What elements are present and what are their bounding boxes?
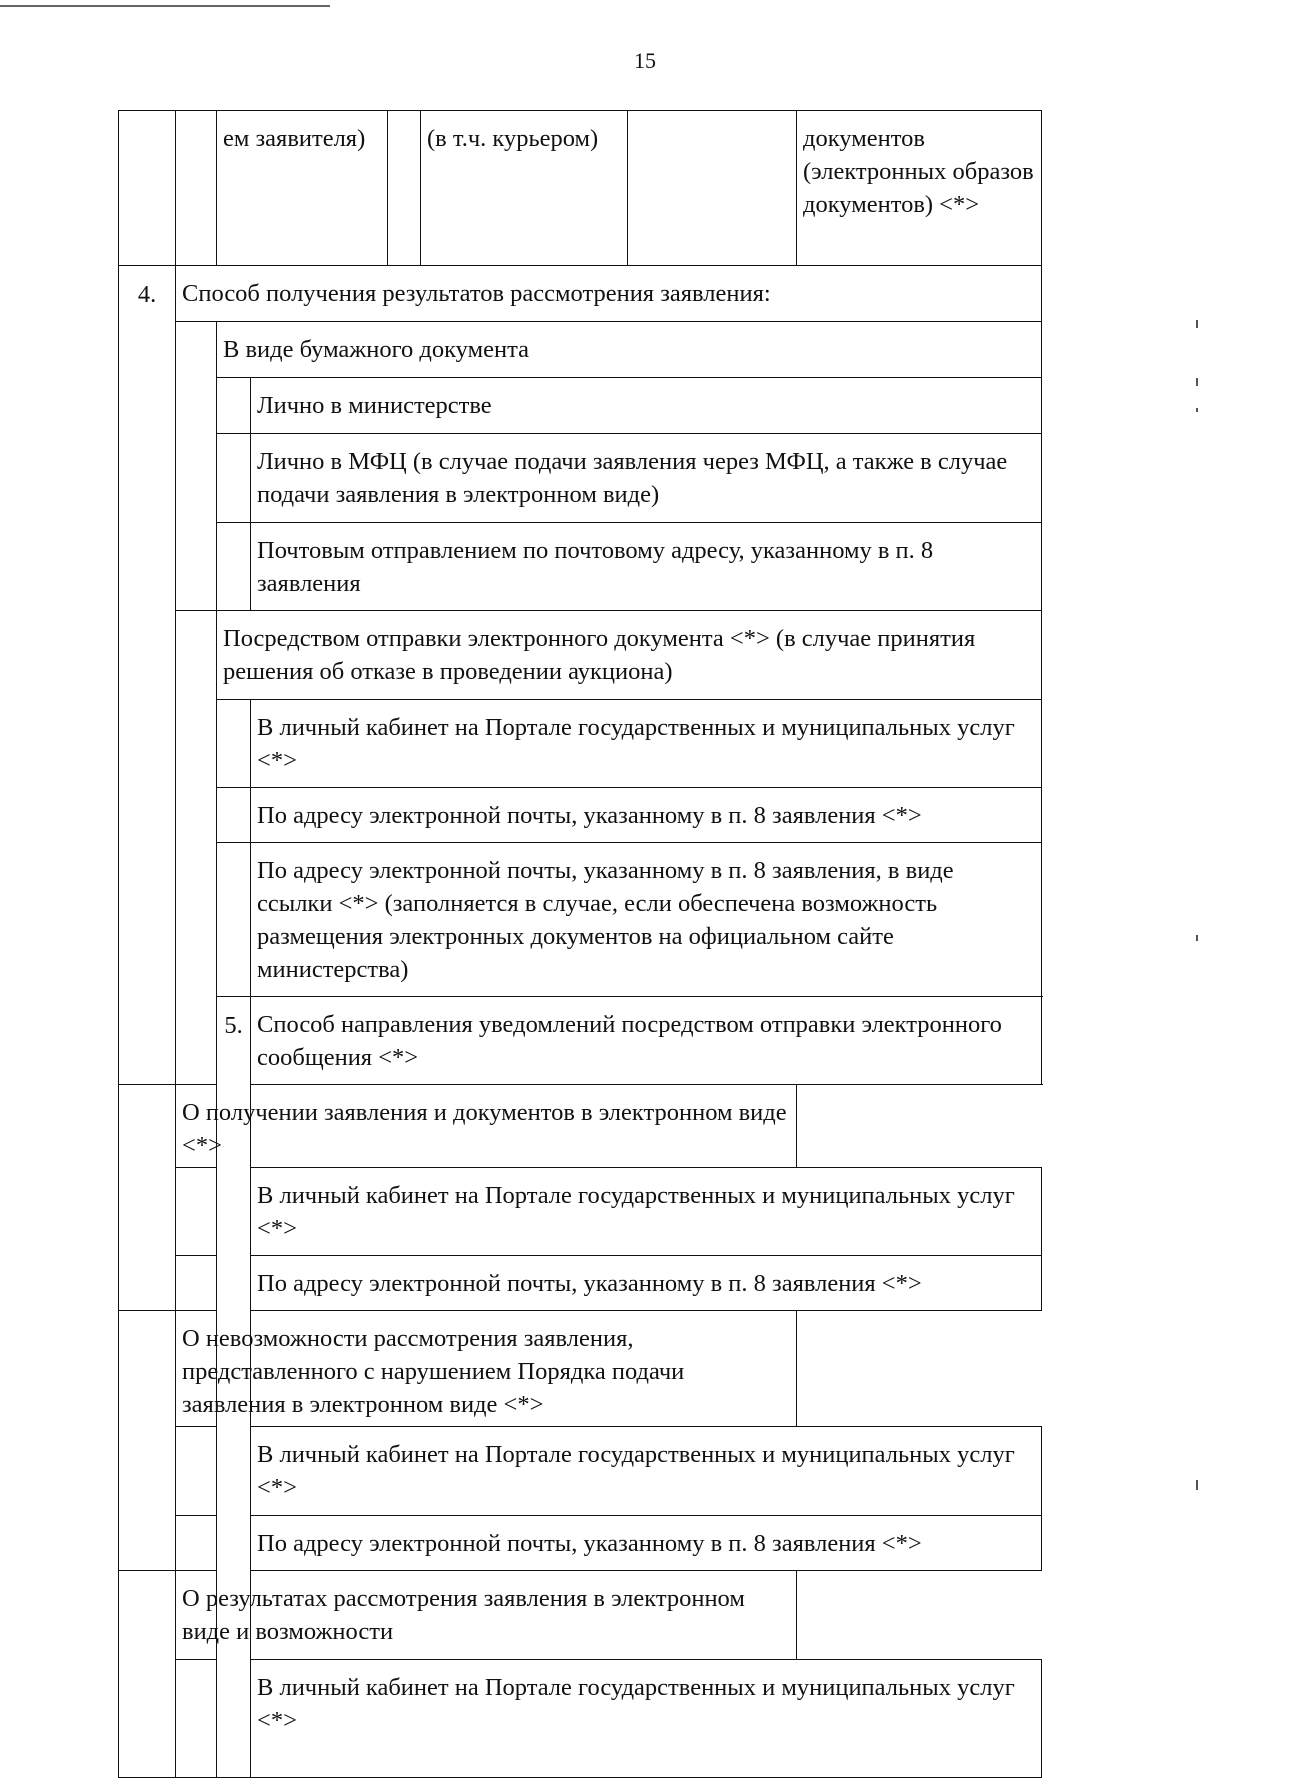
- scan-mark: [1196, 408, 1198, 412]
- cell-documents-text: документов (электронных образов документов) <*>: [797, 111, 1042, 266]
- checkbox-cell[interactable]: [217, 523, 251, 611]
- option-group-label: О результатах рассмотрения заявления в электронном виде и возможности: [176, 1571, 797, 1660]
- checkbox-cell[interactable]: [628, 111, 797, 266]
- application-form-table: [118, 110, 1042, 1778]
- option-group-label: Посредством отправки электронного документа <*> (в случае принятия решения об отказе в проведении аукциона): [217, 611, 1042, 700]
- table-row-option: [119, 1516, 1042, 1571]
- cell-courier-text: (в т.ч. курьером): [421, 111, 628, 266]
- table-row-group-label: [119, 1085, 1042, 1168]
- scan-mark: [1196, 1480, 1198, 1490]
- checkbox-cell[interactable]: [119, 1571, 176, 1778]
- table-row-group-label: [119, 1311, 1042, 1427]
- option-label: Лично в министерстве: [251, 378, 1042, 434]
- table-row-option: [119, 1427, 1042, 1516]
- checkbox-cell[interactable]: [217, 378, 251, 434]
- checkbox-cell[interactable]: [388, 111, 421, 266]
- section-number: 5.: [217, 997, 251, 1778]
- table-row-paper-label: [119, 322, 1042, 378]
- checkbox-cell[interactable]: [217, 788, 251, 843]
- checkbox-cell[interactable]: [217, 434, 251, 523]
- option-label: В личный кабинет на Портале государственных и муниципальных услуг <*>: [251, 1660, 1042, 1778]
- option-label: По адресу электронной почты, указанному в п. 8 заявления <*>: [251, 788, 1042, 843]
- option-label: В личный кабинет на Портале государственных и муниципальных услуг <*>: [251, 700, 1042, 788]
- page-number: 15: [634, 48, 656, 73]
- scan-mark: [1196, 378, 1198, 386]
- checkbox-cell[interactable]: [176, 322, 217, 611]
- option-group-label: О получении заявления и документов в электронном виде <*>: [176, 1085, 797, 1168]
- option-label: Лично в МФЦ (в случае подачи заявления через МФЦ, а также в случае подачи заявления в электронном виде): [251, 434, 1042, 523]
- option-label: В личный кабинет на Портале государственных и муниципальных услуг <*>: [251, 1168, 1042, 1256]
- table-row-electronic-label: [119, 611, 1042, 700]
- table-row-option: [119, 1256, 1042, 1311]
- form-table-container: [118, 110, 1041, 1734]
- table-row-section5-title: [119, 997, 1042, 1085]
- checkbox-cell[interactable]: [119, 1311, 176, 1571]
- table-row-option: [119, 843, 1042, 997]
- checkbox-cell[interactable]: [176, 1427, 217, 1516]
- empty-cell: [119, 111, 176, 266]
- section-title: Способ получения результатов рассмотрения заявления:: [176, 266, 1042, 322]
- table-row-section4-title: [119, 266, 1042, 322]
- section-number: 4.: [119, 266, 176, 1085]
- checkbox-cell[interactable]: [119, 1085, 176, 1311]
- table-row-option: [119, 434, 1042, 523]
- table-row-option: [119, 523, 1042, 611]
- checkbox-cell[interactable]: [176, 1516, 217, 1571]
- option-group-label: О невозможности рассмотрения заявления, представленного с нарушением Порядка подачи заявления в электронном виде <*>: [176, 1311, 797, 1427]
- checkbox-cell[interactable]: [176, 111, 217, 266]
- table-row-group-label: [119, 1571, 1042, 1660]
- table-row-option: [119, 700, 1042, 788]
- option-label: По адресу электронной почты, указанному в п. 8 заявления, в виде ссылки <*> (заполняется в случае, если обеспечена возможность размещения электронных документов на официальном сайте министерства): [251, 843, 1042, 997]
- option-label: По адресу электронной почты, указанному в п. 8 заявления <*>: [251, 1256, 1042, 1311]
- option-label: По адресу электронной почты, указанному в п. 8 заявления <*>: [251, 1516, 1042, 1571]
- table-row-option: [119, 788, 1042, 843]
- cell-applicant-text: ем заявителя): [217, 111, 388, 266]
- checkbox-cell[interactable]: [176, 1168, 217, 1256]
- checkbox-cell[interactable]: [217, 843, 251, 997]
- checkbox-cell[interactable]: [217, 700, 251, 788]
- scan-artifact-line: [0, 5, 330, 7]
- scan-mark: [1196, 320, 1198, 328]
- table-row-option: [119, 378, 1042, 434]
- option-label: Почтовым отправлением по почтовому адресу, указанному в п. 8 заявления: [251, 523, 1042, 611]
- scan-mark: [1196, 935, 1198, 941]
- checkbox-cell[interactable]: [176, 1256, 217, 1311]
- checkbox-cell[interactable]: [176, 611, 217, 1085]
- table-row-option: [119, 1168, 1042, 1256]
- option-label: В личный кабинет на Портале государственных и муниципальных услуг <*>: [251, 1427, 1042, 1516]
- table-row-continuation: [119, 111, 1042, 266]
- table-row-option: [119, 1660, 1042, 1778]
- checkbox-cell[interactable]: [176, 1660, 217, 1778]
- option-group-label: В виде бумажного документа: [217, 322, 1042, 378]
- section-title: Способ направления уведомлений посредством отправки электронного сообщения <*>: [251, 997, 1042, 1085]
